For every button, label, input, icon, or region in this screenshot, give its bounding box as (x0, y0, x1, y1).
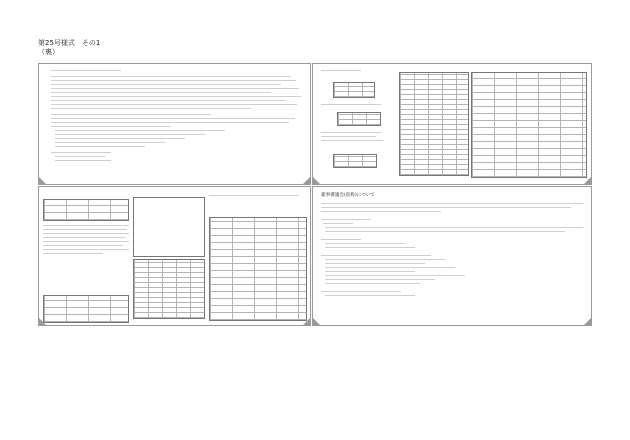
category-table (209, 217, 307, 321)
signature-table (43, 295, 129, 323)
fee-table (43, 199, 129, 221)
item-list-box (133, 197, 205, 257)
fold-corner-mark (303, 318, 310, 325)
small-table (337, 112, 381, 126)
fold-corner-mark (313, 318, 320, 325)
notice-sheet (312, 186, 592, 326)
right-detail-table (471, 72, 587, 178)
fee-table-sheet (38, 186, 311, 326)
fold-corner-mark (313, 177, 320, 184)
small-table (333, 154, 377, 168)
notice-title: 薬事審議会(仮称)について (321, 193, 376, 198)
fold-corner-mark (39, 177, 46, 184)
fold-corner-mark (584, 318, 591, 325)
form-side-label: （裏） (38, 48, 59, 56)
fold-corner-mark (303, 177, 310, 184)
application-table-sheet (312, 63, 592, 185)
item-list-table (133, 259, 205, 319)
instructions-sheet (38, 63, 311, 185)
small-table (333, 82, 375, 98)
form-number: 第25号様式 その1 (38, 39, 101, 47)
fold-corner-mark (39, 318, 46, 325)
main-detail-table (399, 72, 469, 176)
fold-corner-mark (584, 177, 591, 184)
